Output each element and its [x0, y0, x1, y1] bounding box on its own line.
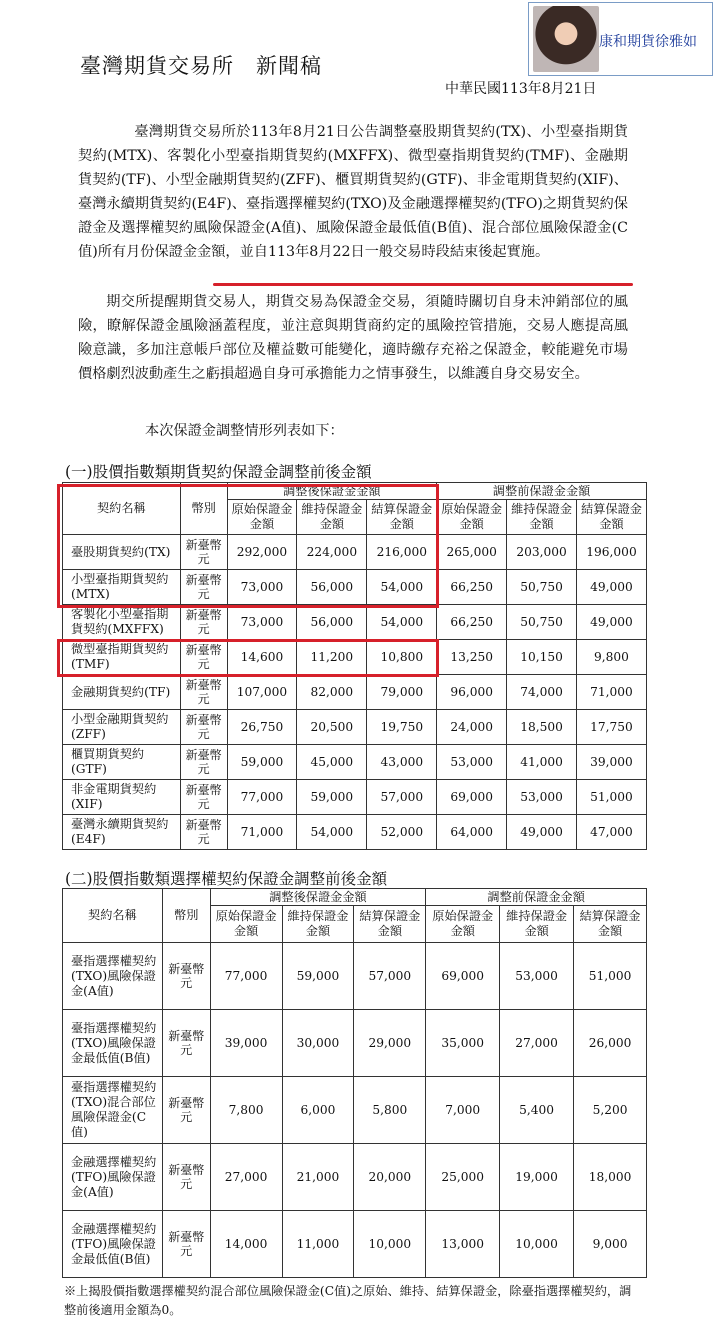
amount-cell: 39,000 — [210, 1010, 282, 1077]
amount-cell: 50,750 — [507, 605, 577, 640]
amount-cell: 41,000 — [507, 745, 577, 780]
amount-cell: 14,000 — [210, 1211, 282, 1278]
section-title-options: (二)股價指數類選擇權契約保證金調整前後金額 — [65, 870, 388, 888]
table-row — [63, 710, 647, 745]
amount-cell: 13,000 — [426, 1211, 500, 1278]
amount-cell: 14,600 — [227, 640, 297, 675]
currency-cell: 新臺幣元 — [162, 1010, 210, 1077]
contract-name-cell: 非金電期貨契約(XIF) — [63, 780, 181, 815]
table-row — [63, 943, 647, 1010]
header-maintenance: 維持保證金金額 — [507, 500, 577, 535]
amount-cell: 9,800 — [577, 640, 647, 675]
amount-cell: 69,000 — [437, 780, 507, 815]
amount-cell: 69,000 — [426, 943, 500, 1010]
table-row — [63, 675, 647, 710]
header-settlement: 結算保證金金額 — [574, 906, 647, 943]
amount-cell: 26,750 — [227, 710, 297, 745]
header-maintenance: 維持保證金金額 — [500, 906, 574, 943]
release-date: 中華民國113年8月21日 — [445, 81, 597, 97]
badge-name: 康和期貨徐雅如 — [599, 34, 697, 50]
header-maintenance: 維持保證金金額 — [282, 906, 354, 943]
highlight-box-tmf — [57, 639, 439, 677]
currency-cell: 新臺幣元 — [162, 1211, 210, 1278]
amount-cell: 74,000 — [507, 675, 577, 710]
header-after: 調整後保證金金額 — [227, 483, 437, 500]
amount-cell: 77,000 — [210, 943, 282, 1010]
amount-cell: 9,000 — [574, 1211, 647, 1278]
header-settlement: 結算保證金金額 — [367, 500, 437, 535]
currency-cell: 新臺幣元 — [162, 1144, 210, 1211]
footnote: ※上揭股價指數選擇權契約混合部位風險保證金(C值)之原始、維持、結算保證金，除臺指選擇權契約，調整前後適用金額為0。 — [64, 1284, 632, 1317]
header-after: 調整後保證金金額 — [210, 889, 426, 906]
amount-cell: 45,000 — [297, 745, 367, 780]
currency-cell: 新臺幣元 — [180, 535, 227, 570]
amount-cell: 29,000 — [354, 1010, 426, 1077]
amount-cell: 6,000 — [282, 1077, 354, 1144]
amount-cell: 66,250 — [437, 605, 507, 640]
header-currency: 幣別 — [180, 483, 227, 535]
amount-cell: 11,200 — [297, 640, 367, 675]
amount-cell: 19,750 — [367, 710, 437, 745]
amount-cell: 5,800 — [354, 1077, 426, 1144]
table-row — [63, 780, 647, 815]
header-contract: 契約名稱 — [63, 483, 181, 535]
currency-cell: 新臺幣元 — [180, 745, 227, 780]
currency-cell: 新臺幣元 — [162, 1077, 210, 1144]
amount-cell: 20,000 — [354, 1144, 426, 1211]
amount-cell: 7,000 — [426, 1077, 500, 1144]
header-before: 調整前保證金金額 — [437, 483, 647, 500]
header-settlement: 結算保證金金額 — [577, 500, 647, 535]
amount-cell: 51,000 — [574, 943, 647, 1010]
amount-cell: 5,200 — [574, 1077, 647, 1144]
contract-name-cell: 臺股期貨契約(TX) — [63, 535, 181, 570]
amount-cell: 265,000 — [437, 535, 507, 570]
highlight-box-tx-mtx — [57, 484, 439, 608]
currency-cell: 新臺幣元 — [180, 675, 227, 710]
section-title-futures: (一)股價指數類期貨契約保證金調整前後金額 — [65, 463, 372, 481]
amount-cell: 57,000 — [367, 780, 437, 815]
header-currency: 幣別 — [162, 889, 210, 943]
contract-name-cell: 臺指選擇權契約(TXO)風險保證金最低值(B值) — [63, 1010, 163, 1077]
contract-name-cell: 金融選擇權契約(TFO)風險保證金最低值(B值) — [63, 1211, 163, 1278]
amount-cell: 59,000 — [297, 780, 367, 815]
amount-cell: 35,000 — [426, 1010, 500, 1077]
table-row — [63, 815, 647, 850]
contract-name-cell: 臺指選擇權契約(TXO)風險保證金(A值) — [63, 943, 163, 1010]
paragraph-announcement: 臺灣期貨交易所於113年8月21日公告調整臺股期貨契約(TX)、小型臺指期貨契約(MTX)、客製化小型臺指期貨契約(MXFFX)、微型臺指期貨契約(TMF)、金融期貨契約(TF)、小型金融期貨契約(ZFF)、櫃買期貨契約(GTF)、非金電期貨契約(XIF)、臺灣永續期貨契約(E4F)、臺指選擇權契約(TXO)及金融選擇權契約(TFO)之期貨契約保證金及選擇權契約風險保證金(A值)、風險保證金最低值(B值)、混合部位風險保證金(C值)所有月份保證金金額，並自113年8月22日一般交易時段結束後起實施。 — [78, 124, 628, 260]
amount-cell: 51,000 — [577, 780, 647, 815]
amount-cell: 292,000 — [227, 535, 297, 570]
currency-cell: 新臺幣元 — [180, 815, 227, 850]
table-row — [63, 1010, 647, 1077]
amount-cell: 54,000 — [367, 570, 437, 605]
header-initial: 原始保證金金額 — [227, 500, 297, 535]
amount-cell: 77,000 — [227, 780, 297, 815]
amount-cell: 59,000 — [227, 745, 297, 780]
header-maintenance: 維持保證金金額 — [297, 500, 367, 535]
header-initial: 原始保證金金額 — [210, 906, 282, 943]
amount-cell: 216,000 — [367, 535, 437, 570]
amount-cell: 50,750 — [507, 570, 577, 605]
contract-name-cell: 櫃買期貨契約(GTF) — [63, 745, 181, 780]
contract-name-cell: 金融期貨契約(TF) — [63, 675, 181, 710]
amount-cell: 53,000 — [507, 780, 577, 815]
amount-cell: 66,250 — [437, 570, 507, 605]
amount-cell: 13,250 — [437, 640, 507, 675]
amount-cell: 10,000 — [354, 1211, 426, 1278]
amount-cell: 49,000 — [577, 570, 647, 605]
amount-cell: 64,000 — [437, 815, 507, 850]
currency-cell: 新臺幣元 — [180, 570, 227, 605]
currency-cell: 新臺幣元 — [180, 640, 227, 675]
amount-cell: 19,000 — [500, 1144, 574, 1211]
amount-cell: 10,800 — [367, 640, 437, 675]
table-row — [63, 1211, 647, 1278]
amount-cell: 10,150 — [507, 640, 577, 675]
contract-name-cell: 微型臺指期貨契約(TMF) — [63, 640, 181, 675]
amount-cell: 79,000 — [367, 675, 437, 710]
contract-name-cell: 小型臺指期貨契約(MTX) — [63, 570, 181, 605]
contract-name-cell: 金融選擇權契約(TFO)風險保證金(A值) — [63, 1144, 163, 1211]
amount-cell: 224,000 — [297, 535, 367, 570]
amount-cell: 54,000 — [297, 815, 367, 850]
amount-cell: 54,000 — [367, 605, 437, 640]
header-contract: 契約名稱 — [63, 889, 163, 943]
currency-cell: 新臺幣元 — [162, 943, 210, 1010]
amount-cell: 59,000 — [282, 943, 354, 1010]
header-settlement: 結算保證金金額 — [354, 906, 426, 943]
amount-cell: 20,500 — [297, 710, 367, 745]
table-row — [63, 605, 647, 640]
header-initial: 原始保證金金額 — [426, 906, 500, 943]
amount-cell: 43,000 — [367, 745, 437, 780]
amount-cell: 71,000 — [227, 815, 297, 850]
effective-date-underline — [213, 283, 633, 286]
amount-cell: 82,000 — [297, 675, 367, 710]
contract-name-cell: 客製化小型臺指期貨契約(MXFFX) — [63, 605, 181, 640]
amount-cell: 18,500 — [507, 710, 577, 745]
amount-cell: 56,000 — [297, 605, 367, 640]
amount-cell: 27,000 — [500, 1010, 574, 1077]
amount-cell: 203,000 — [507, 535, 577, 570]
amount-cell: 7,800 — [210, 1077, 282, 1144]
contract-name-cell: 臺指選擇權契約(TXO)混合部位風險保證金(C值) — [63, 1077, 163, 1144]
amount-cell: 39,000 — [577, 745, 647, 780]
contract-name-cell: 小型金融期貨契約(ZFF) — [63, 710, 181, 745]
amount-cell: 25,000 — [426, 1144, 500, 1211]
amount-cell: 24,000 — [437, 710, 507, 745]
table-row — [63, 1077, 647, 1144]
currency-cell: 新臺幣元 — [180, 605, 227, 640]
header-before: 調整前保證金金額 — [426, 889, 647, 906]
amount-cell: 27,000 — [210, 1144, 282, 1211]
amount-cell: 17,750 — [577, 710, 647, 745]
header-initial: 原始保證金金額 — [437, 500, 507, 535]
amount-cell: 57,000 — [354, 943, 426, 1010]
amount-cell: 71,000 — [577, 675, 647, 710]
amount-cell: 49,000 — [577, 605, 647, 640]
currency-cell: 新臺幣元 — [180, 780, 227, 815]
amount-cell: 73,000 — [227, 570, 297, 605]
amount-cell: 30,000 — [282, 1010, 354, 1077]
options-margin-table — [62, 888, 647, 1278]
amount-cell: 53,000 — [500, 943, 574, 1010]
avatar — [533, 6, 599, 72]
amount-cell: 52,000 — [367, 815, 437, 850]
paragraph-list-intro: 本次保證金調整情形列表如下： — [145, 423, 344, 439]
amount-cell: 5,400 — [500, 1077, 574, 1144]
amount-cell: 53,000 — [437, 745, 507, 780]
amount-cell: 21,000 — [282, 1144, 354, 1211]
table-row — [63, 1144, 647, 1211]
paragraph-reminder: 期交所提醒期貨交易人，期貨交易為保證金交易，須隨時關切自身未沖銷部位的風險，瞭解保證金風險涵蓋程度，並注意與期貨商約定的風險控管措施，交易人應提高風險意識，多加注意帳戶部位及權益數可能變化，適時繳存充裕之保證金，較能避免市場價格劇烈波動產生之虧損超過自身可承擔能力之情事發生，以維護自身交易安全。 — [78, 294, 628, 382]
contract-name-cell: 臺灣永續期貨契約(E4F) — [63, 815, 181, 850]
page-title: 臺灣期貨交易所 新聞稿 — [80, 54, 322, 78]
currency-cell: 新臺幣元 — [180, 710, 227, 745]
amount-cell: 49,000 — [507, 815, 577, 850]
table-row — [63, 745, 647, 780]
watermark-badge — [528, 2, 713, 76]
amount-cell: 47,000 — [577, 815, 647, 850]
amount-cell: 11,000 — [282, 1211, 354, 1278]
amount-cell: 26,000 — [574, 1010, 647, 1077]
amount-cell: 196,000 — [577, 535, 647, 570]
amount-cell: 18,000 — [574, 1144, 647, 1211]
amount-cell: 56,000 — [297, 570, 367, 605]
amount-cell: 107,000 — [227, 675, 297, 710]
amount-cell: 10,000 — [500, 1211, 574, 1278]
amount-cell: 73,000 — [227, 605, 297, 640]
amount-cell: 96,000 — [437, 675, 507, 710]
